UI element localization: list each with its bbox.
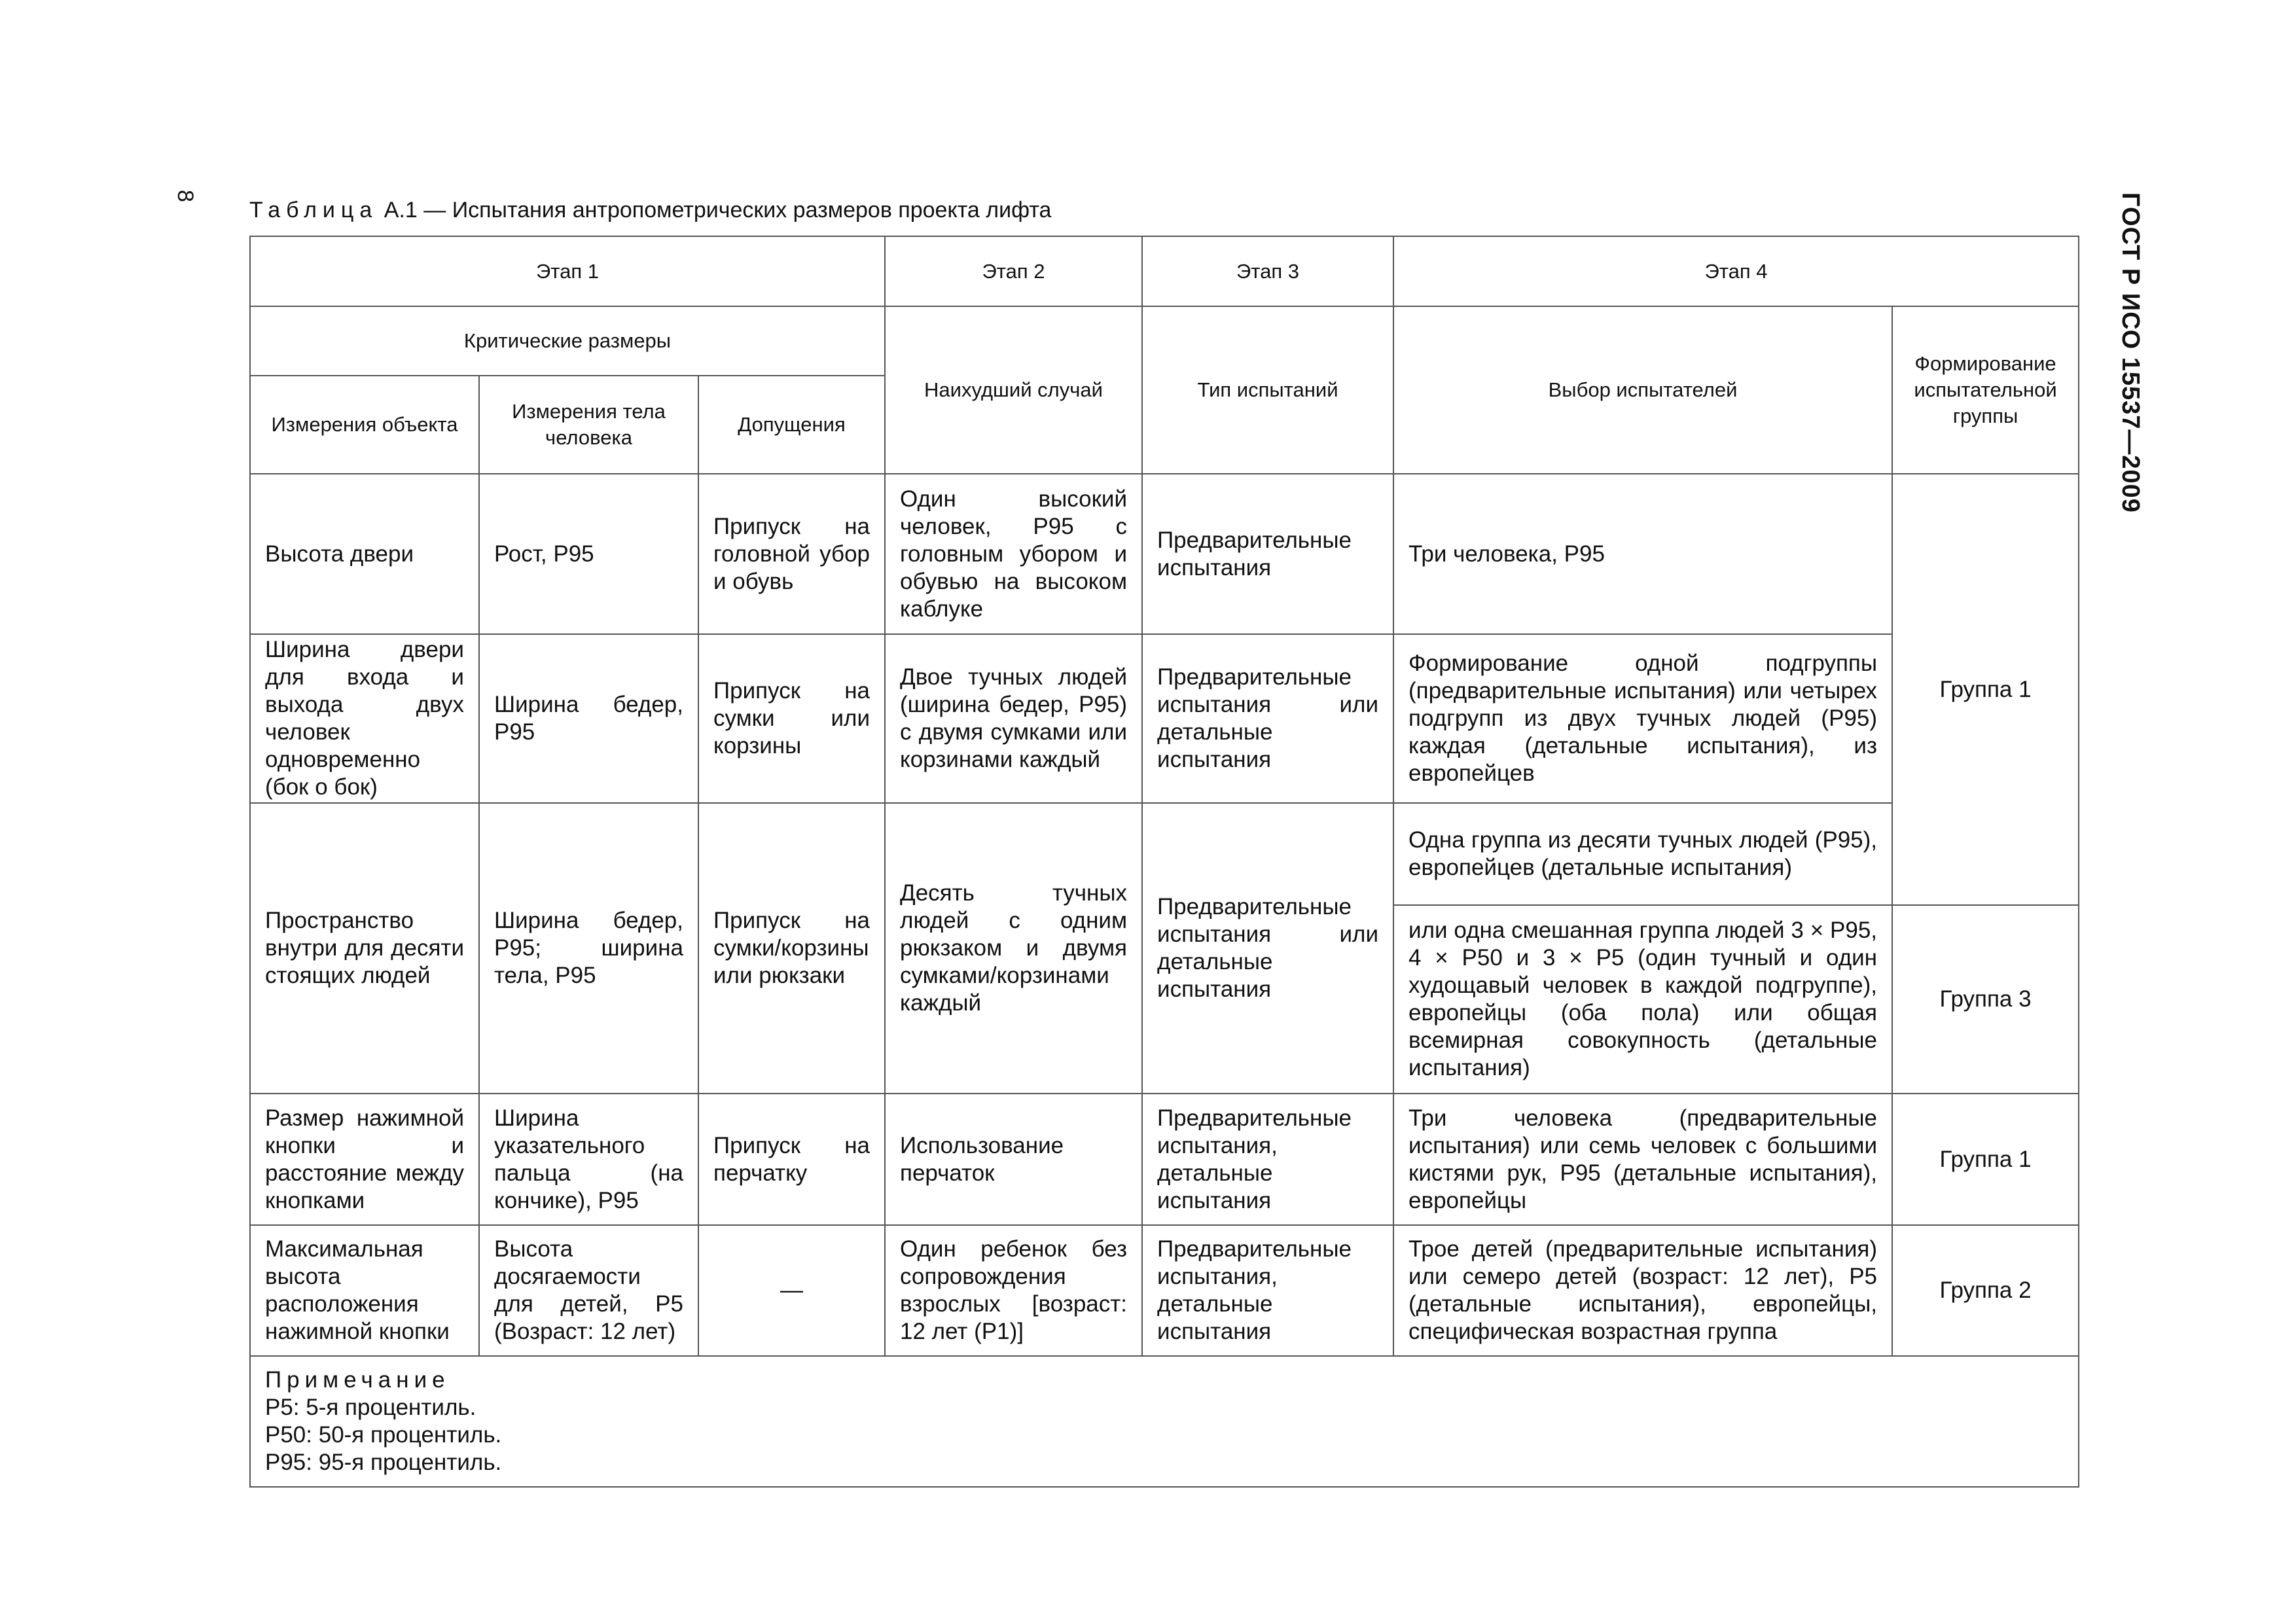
cell-body: Ширина бедер, Р95; ширина тела, Р95 [479,803,698,1094]
header-stage-3: Этап 3 [1142,236,1393,306]
cell-allowance: — [698,1225,885,1356]
cell-worst-case: Использование перчаток [885,1094,1142,1225]
header-stage-1: Этап 1 [250,236,885,306]
cell-body: Рост, Р95 [479,474,698,634]
header-group-formation: Формирование испытательной группы [1892,306,2079,474]
header-stage-2: Этап 2 [885,236,1142,306]
cell-worst-case: Десять тучных людей с одним рюкзаком и двумя сумками/корзинами каждый [885,803,1142,1094]
table-note [250,1356,2079,1487]
note-line: Р50: 50-я процентиль. [265,1422,502,1448]
cell-selection: Трое детей (предварительные испытания) или семеро детей (возраст: 12 лет), Р5 (детальные испытания), европейцы, специфическая возрастная группа [1393,1225,1892,1356]
cell-selection-b: или одна смешанная группа людей 3 × Р95, 4 × Р50 и 3 × Р5 (один тучный и один худощавый человек в каждой подгруппе), европейцы (оба пола) или общая всемирная совокупность (детальные испытания) [1393,905,1892,1094]
caption-title: — Испытания антропометрических размеров проекта лифта [423,198,1052,223]
note-line: Р5: 5-я процентиль. [265,1395,476,1420]
cell-object: Ширина двери для входа и выхода двух человек одновременно (бок о бок) [250,634,479,803]
header-test-type: Тип испытаний [1142,306,1393,474]
header-critical-dimensions: Критические размеры [250,306,885,376]
cell-group: Группа 3 [1892,905,2079,1094]
header-worst-case: Наихудший случай [885,306,1142,474]
cell-selection-a: Одна группа из десяти тучных людей (Р95), европейцев (детальные испытания) [1393,803,1892,905]
header-stage-4: Этап 4 [1393,236,2079,306]
note-title: Примечание [265,1367,450,1393]
header-tester-selection: Выбор испытателей [1393,306,1892,474]
cell-object: Высота двери [250,474,479,634]
note-row [250,1356,2079,1487]
table-caption [249,198,1051,223]
cell-test-type: Предварительные испытания или детальные испытания [1142,634,1393,803]
cell-test-type: Предварительные испытания, детальные испытания [1142,1094,1393,1225]
cell-worst-case: Двое тучных людей (ширина бедер, Р95) с двумя сумками или корзинами каждый [885,634,1142,803]
table-row [250,634,2079,803]
note-line: Р95: 95-я процентиль. [265,1450,502,1475]
table-row [250,1094,2079,1225]
anthropometric-tests-table [249,236,2079,1488]
table-row [250,474,2079,634]
table-row [250,803,2079,905]
header-allowances: Допущения [698,376,885,474]
table-row [250,1225,2079,1356]
cell-object: Пространство внутри для десяти стоящих людей [250,803,479,1094]
header-body-measurements: Измерения тела человека [479,376,698,474]
cell-group: Группа 1 [1892,474,2079,905]
cell-allowance: Припуск на головной убор и обувь [698,474,885,634]
cell-body: Ширина бедер, Р95 [479,634,698,803]
cell-test-type: Предварительные испытания [1142,474,1393,634]
cell-allowance: Припуск на сумки или корзины [698,634,885,803]
cell-body: Ширина указательного пальца (на кончике), Р95 [479,1094,698,1225]
cell-selection: Три человека (предварительные испытания) или семь человек с большими кистями рук, Р95 (детальные испытания), европейцы [1393,1094,1892,1225]
cell-body: Высота досягаемости для детей, Р5 (Возраст: 12 лет) [479,1225,698,1356]
cell-worst-case: Один высокий человек, Р95 с головным убором и обувью на высоком каблуке [885,474,1142,634]
cell-test-type: Предварительные испытания или детальные испытания [1142,803,1393,1094]
cell-object: Размер нажимной кнопки и расстояние между кнопками [250,1094,479,1225]
cell-group: Группа 2 [1892,1225,2079,1356]
page-number: 8 [173,190,198,202]
standard-code: ГОСТ Р ИСО 15537—2009 [2117,192,2144,513]
caption-label: Таблица [249,198,378,223]
cell-worst-case: Один ребенок без сопровождения взрослых [возраст: 12 лет (Р1)] [885,1225,1142,1356]
header-object-measurements: Измерения объекта [250,376,479,474]
cell-selection: Формирование одной подгруппы (предварительные испытания) или четырех подгрупп из двух тучных людей (Р95) каждая (детальные испытания), из европейцев [1393,634,1892,803]
cell-object: Максимальная высота расположения нажимной кнопки [250,1225,479,1356]
cell-allowance: Припуск на сумки/корзины или рюкзаки [698,803,885,1094]
cell-test-type: Предварительные испытания, детальные испытания [1142,1225,1393,1356]
cell-selection: Три человека, Р95 [1393,474,1892,634]
cell-group: Группа 1 [1892,1094,2079,1225]
cell-allowance: Припуск на перчатку [698,1094,885,1225]
caption-number: А.1 [384,198,418,223]
